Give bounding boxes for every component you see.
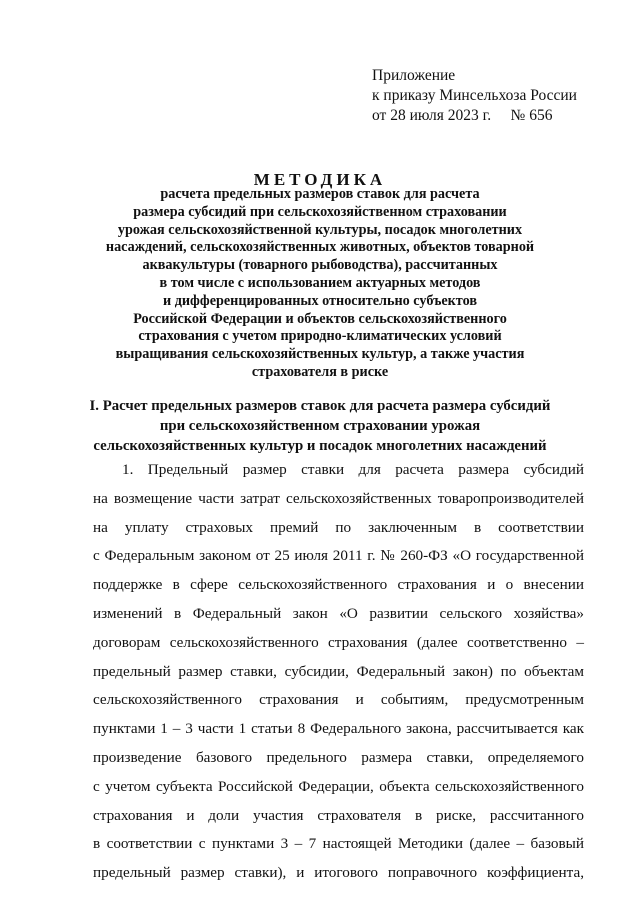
paragraph-1 (93, 456, 584, 888)
appendix-block (372, 66, 577, 126)
appendix-line: к приказу Минсельхоза России (372, 87, 577, 104)
subtitle-line: аквакультуры (товарного рыбоводства), рассчитанных (142, 257, 498, 274)
paragraph-line: поддержке в сфере сельскохозяйственного страхования и о внесении (93, 576, 584, 594)
subtitle-line: в том числе с использованием актуарных методов (159, 274, 481, 291)
subtitle-line: насаждений, сельскохозяйственных животных, объектов товарной (105, 239, 535, 256)
subtitle-line: Российской Федерации и объектов сельскохозяйственного (133, 310, 507, 327)
paragraph-line: с Федеральным законом от 25 июля 2011 г. № 260-ФЗ «О государственной (93, 547, 584, 565)
paragraph-line: в соответствии с пунктами 3 – 7 настоящей Методики (далее – базовый (93, 835, 584, 853)
subtitle-line: урожая сельскохозяйственной культуры, посадок многолетних (117, 221, 523, 238)
paragraph-line: договорам сельскохозяйственного страхования (далее соответственно – (93, 633, 584, 651)
subtitle-line: и дифференцированных относительно субъектов (162, 292, 477, 309)
subtitle-line: размера субсидий при сельскохозяйственном страховании (133, 203, 507, 220)
paragraph-line: на уплату страховых премий по заключенным в соответствии (93, 518, 584, 536)
paragraph-line: на возмещение части затрат сельскохозяйственных товаропроизводителей (93, 489, 584, 507)
paragraph-line: пунктами 1 – 3 части 1 статьи 8 Федерального закона, рассчитывается как (93, 720, 584, 738)
paragraph-line: сельскохозяйственного страхования и событиям, предусмотренным (93, 691, 584, 709)
appendix-line: от 28 июля 2023 г. № 656 (372, 107, 553, 124)
paragraph-line: предельный размер ставки, субсидии, Федеральный закон) по объектам (93, 662, 584, 680)
paragraph-line: предельный размер ставки), и итогового поправочного коэффициента, (93, 864, 584, 882)
section-heading-line: сельскохозяйственных культур и посадок многолетних насаждений (93, 438, 547, 454)
paragraph-line: страхования и доли участия страхователя в риске, рассчитанного (93, 806, 584, 824)
document-subtitle (40, 186, 600, 382)
paragraph-line: изменений в Федеральный закон «О развитии сельского хозяйства» (93, 604, 584, 622)
section-heading-line: I. Расчет предельных размеров ставок для расчета размера субсидий (89, 398, 551, 414)
paragraph-line: произведение базового предельного размера ставки, определяемого (93, 748, 584, 766)
section-heading-line: при сельскохозяйственном страховании урожая (159, 418, 481, 434)
subtitle-line: страхователя в риске (251, 363, 389, 380)
appendix-line: Приложение (372, 67, 456, 84)
subtitle-line: расчета предельных размеров ставок для расчета (160, 186, 480, 202)
paragraph-line: с учетом субъекта Российской Федерации, объекта сельскохозяйственного (93, 777, 584, 795)
paragraph-line: 1. Предельный размер ставки для расчета размера субсидий (122, 461, 584, 478)
subtitle-line: страхования с учетом природно-климатических условий (138, 328, 502, 345)
document-title: МЕТОДИКА (253, 170, 387, 189)
subtitle-line: выращивания сельскохозяйственных культур, а также участия (115, 346, 525, 363)
section-heading (40, 396, 600, 456)
